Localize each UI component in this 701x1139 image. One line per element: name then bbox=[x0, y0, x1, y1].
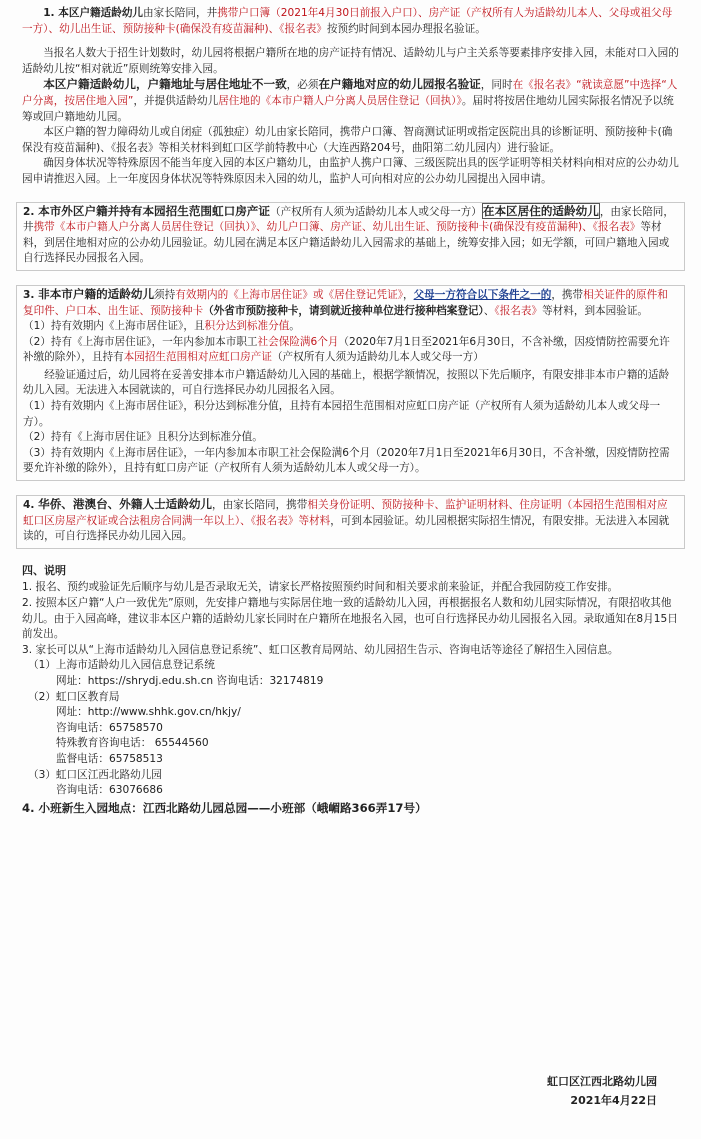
s1-num: 1. bbox=[43, 7, 59, 19]
contact-bureau-url[interactable]: 网址：http://www.shhk.gov.cn/hkjy/ bbox=[56, 706, 241, 719]
s3-c2-c: （产权所有人须为适龄幼儿本人或父母一方） bbox=[271, 351, 484, 364]
section-non-shanghai-residents bbox=[16, 285, 685, 481]
s3-condition-2 bbox=[23, 335, 678, 366]
s2-title: 本市外区户籍并持有本园招生范围虹口房产证 bbox=[38, 203, 270, 218]
s3-red2: 相关证件的原件和复印件、户口本、出生证、预防接种卡 bbox=[23, 288, 668, 317]
s1-p3-d: 。届时将按居住地幼儿园实际报名情况予以统筹或回户籍地幼儿园。 bbox=[22, 94, 674, 123]
s4-b: ，可到本园验证。幼儿园根据实际招生情况，有限安排。无法进入本园就读的，可自行选择民办幼儿园入园。 bbox=[23, 514, 670, 543]
s3-d: 、 bbox=[483, 304, 495, 317]
s3-c1-a: （1）持有效期内《上海市居住证》，且 bbox=[23, 320, 205, 333]
s3-a: 须持 bbox=[154, 288, 176, 301]
contact-system-url[interactable]: 网址：https://shrydj.edu.sh.cn 咨询电话：32174819 bbox=[56, 674, 324, 687]
s3-c2-b: （2020年7月1日至2021年6月30日，不含补缴，因疫情防控需要允许补缴的除外），且持有 bbox=[23, 335, 670, 364]
contact-bureau-special-phone: 特殊教育咨询电话： 65544560 bbox=[56, 737, 209, 750]
note-3: 3. 家长可以从“上海市适龄幼儿入园信息登记系统”、虹口区教育局网站、幼儿园招生告示、咨询电话等途径了解招生入园信息。 bbox=[22, 643, 619, 656]
s4-required-docs: 相关身份证明、预防接种卡、监护证明材料、住房证明（本园招生范围相对应虹口区房屋产权证或合法租房合同满一年以上）、《报名表》 bbox=[23, 499, 668, 527]
s1-title: 本区户籍适龄幼儿 bbox=[58, 7, 144, 19]
s1-p3-c: ，并提供适龄幼儿 bbox=[133, 94, 219, 107]
s3-red3: 《报名表》 bbox=[494, 304, 543, 317]
s1-paragraph-5: 确因身体状况等特殊原因不能当年度入园的本区户籍幼儿，由监护人携户口簿、三级医院出具的医学证明等相关材料向相对应的公办幼儿园申请推迟入园。上一年度因身体状况等特殊原因未入园的幼儿，监护人可向相对应的公办幼儿园提出入园申请。 bbox=[22, 157, 679, 185]
s1-p3-bold2: 在户籍地对应的幼儿园报名验证 bbox=[318, 77, 481, 92]
s1-p3-a: ，必须 bbox=[286, 79, 319, 92]
s4-title: 华侨、港澳台、外籍人士适龄幼儿 bbox=[38, 497, 213, 512]
spacer bbox=[22, 188, 679, 202]
s4-red2: 等材料 bbox=[298, 514, 331, 527]
s1-paragraph-2: 当报名人数大于招生计划数时，幼儿园将根据户籍所在地的房产证持有情况、适龄幼儿与户主关系等要素排序安排入园，未能对口入园的适龄幼儿按“相对就近”原则统筹安排入园。 bbox=[22, 47, 679, 75]
contact-kindergarten: （3）虹口区江西北路幼儿园 bbox=[28, 768, 162, 781]
contact-bureau-supervision-phone: 监督电话：65758513 bbox=[56, 752, 163, 765]
section-local-residents bbox=[22, 6, 679, 188]
s3-c1-red: 积分达到标准分值 bbox=[204, 320, 290, 333]
spacer bbox=[22, 481, 679, 495]
s3-c2-red2: 本园招生范围相对应虹口房产证 bbox=[123, 351, 272, 364]
contact-kindergarten-phone: 咨询电话：63076686 bbox=[56, 784, 163, 797]
spacer bbox=[22, 37, 679, 46]
s1-paragraph-4: 本区户籍的智力障碍幼儿或自闭症（孤独症）幼儿由家长陪同，携带户口簿、智商测试证明或指定医院出具的诊断证明、预防接种卡(确保没有疫苗漏种)、《报名表》等相关材料到虹口区学前特教中心（大连西路204号，曲阳第二幼儿园内）进行验证。 bbox=[22, 126, 673, 154]
s1-text-a: 由家长陪同，井 bbox=[143, 7, 218, 19]
s1-p3-b: ，同时 bbox=[480, 79, 513, 92]
contact-system: （1）上海市适龄幼儿入园信息登记系统 bbox=[28, 659, 215, 672]
note-4-location: 4. 小班新生入园地点：江西北路幼儿园总园——小班部（峨嵋路366弄17号） bbox=[22, 800, 427, 815]
s3-num: 3. bbox=[23, 288, 39, 301]
s1-text-b: 按预约时间到本园办理报名验证。 bbox=[326, 22, 486, 35]
s1-paragraph-3 bbox=[22, 77, 679, 125]
s2-title-boxed: 在本区居住的适龄幼儿 bbox=[482, 203, 599, 218]
s3-condition-1 bbox=[23, 319, 678, 335]
spacer bbox=[22, 271, 679, 285]
s1-required-docs: 携带户口簿（2021年4月30日前报入户口）、房产证（产权所有人为适龄幼儿本人、父母或祖父母一方）、幼儿出生证、预防接种卡(确保没有疫苗漏种)、《报名表》 bbox=[22, 7, 673, 35]
signature-org: 虹口区江西北路幼儿园 bbox=[547, 1075, 657, 1088]
s2-required-docs: 携带《本市户籍人户分离人员居住登记（回执）》、幼儿户口簿、房产证、幼儿出生证、预防接种卡(确保没有疫苗漏种)、《报名表》 bbox=[33, 221, 641, 234]
s3-c2-a: （2）持有《上海市居住证》，一年内参加本市职工 bbox=[23, 335, 258, 348]
s4-paragraph-1 bbox=[23, 497, 678, 545]
s3-c: ，携带 bbox=[551, 288, 584, 301]
s3-order-2: （2）持有《上海市居住证》且积分达到标准分值。 bbox=[23, 431, 263, 444]
signature-date: 2021年4月22日 bbox=[570, 1094, 657, 1107]
s3-e: 等材料，到本园验证。 bbox=[542, 304, 649, 317]
section-overseas-residents bbox=[16, 495, 685, 549]
s2-paragraph-1 bbox=[23, 204, 678, 267]
s2-a: （产权所有人须为适龄幼儿本人或父母一方） bbox=[269, 205, 482, 218]
s1-p3-bold: 本区户籍适龄幼儿，户籍地址与居住地址不一致 bbox=[43, 77, 287, 92]
s3-order-1: （1）持有效期内《上海市居住证》，积分达到标准分值，且持有本园招生范围相对应虹口房产证（产权所有人须为适龄幼儿本人或父母一方）。 bbox=[23, 400, 661, 428]
s3-red1: 有效期内的《上海市居住证》或《居住登记凭证》 bbox=[175, 288, 403, 301]
s4-num: 4. bbox=[23, 499, 39, 512]
contact-bureau: （2）虹口区教育局 bbox=[28, 690, 120, 703]
notes-heading: 四、说明 bbox=[22, 563, 66, 577]
s3-title: 非本市户籍的适龄幼儿 bbox=[38, 286, 155, 301]
note-1: 1. 报名、预约或验证先后顺序与幼儿是否录取无关，请家长严格按照预约时间和相关要求前来验证，并配合我园防疫工作安排。 bbox=[22, 581, 619, 594]
s3-paragraph-2: 经验证通过后，幼儿园将在妥善安排本市户籍适龄幼儿入园的基础上，根据学额情况，按照以下先后顺序，有限安排非本市户籍的适龄幼儿入园。无法进入本园就读的，可自行选择民办幼儿园报名入园。 bbox=[23, 368, 670, 397]
s4-a: ，由家长陪同，携带 bbox=[212, 499, 308, 512]
s3-blue-underline: 父母一方符合以下条件之一的 bbox=[413, 288, 552, 301]
s3-c2-red1: 社会保险满6个月 bbox=[257, 335, 339, 348]
s3-paragraph-1 bbox=[23, 287, 678, 319]
s2-num: 2. bbox=[23, 205, 39, 218]
s2-c: 等材料，到居住地相对应的公办幼儿园验证。幼儿园在满足本区户籍适龄幼儿入园需求的基础上，统筹安排入园；如无学额，可回户籍地入园或自行选择民办园报名入园。 bbox=[23, 221, 670, 265]
s3-c1-b: 。 bbox=[289, 320, 300, 333]
note-2: 2. 按照本区户籍“人户一致优先”原则，先安排户籍地与实际居住地一致的适龄幼儿入园，再根据报名人数和幼儿园实际情况，有限招收其他幼儿。由于入园高峰，建议非本区户籍的适龄幼儿家长同时在户籍所在地报名入园，也可自行选择民办幼儿园报名入园。录取通知在8月15日前发出。 bbox=[22, 597, 678, 641]
s3-bold-note: （外省市预防接种卡，请到就近接种单位进行接种档案登记） bbox=[203, 304, 484, 317]
s1-paragraph-1 bbox=[22, 6, 679, 37]
s2-b: ，由家长陪同，井 bbox=[23, 205, 674, 234]
section-notes bbox=[22, 563, 679, 817]
section-other-district-residents bbox=[16, 202, 685, 271]
s1-p3-red1: 在《报名表》“就读意愿”中选择“人户分离，按居住地入园” bbox=[22, 79, 678, 107]
s3-order-3: （3）持有效期内《上海市居住证》，一年内参加本市职工社会保险满6个月（2020年7月1日至2021年6月30日，不含补缴，因疫情防控需要允许补缴的除外），且持有虹口房产证（产权所有人须为适龄幼儿本人或父母一方）。 bbox=[23, 446, 670, 475]
s3-b: ， bbox=[403, 288, 414, 301]
contact-bureau-phone: 咨询电话：65758570 bbox=[56, 721, 163, 734]
spacer bbox=[22, 549, 679, 563]
s1-p3-red2: 居住地的《本市户籍人户分离人员居住登记（回执）》 bbox=[218, 94, 462, 107]
